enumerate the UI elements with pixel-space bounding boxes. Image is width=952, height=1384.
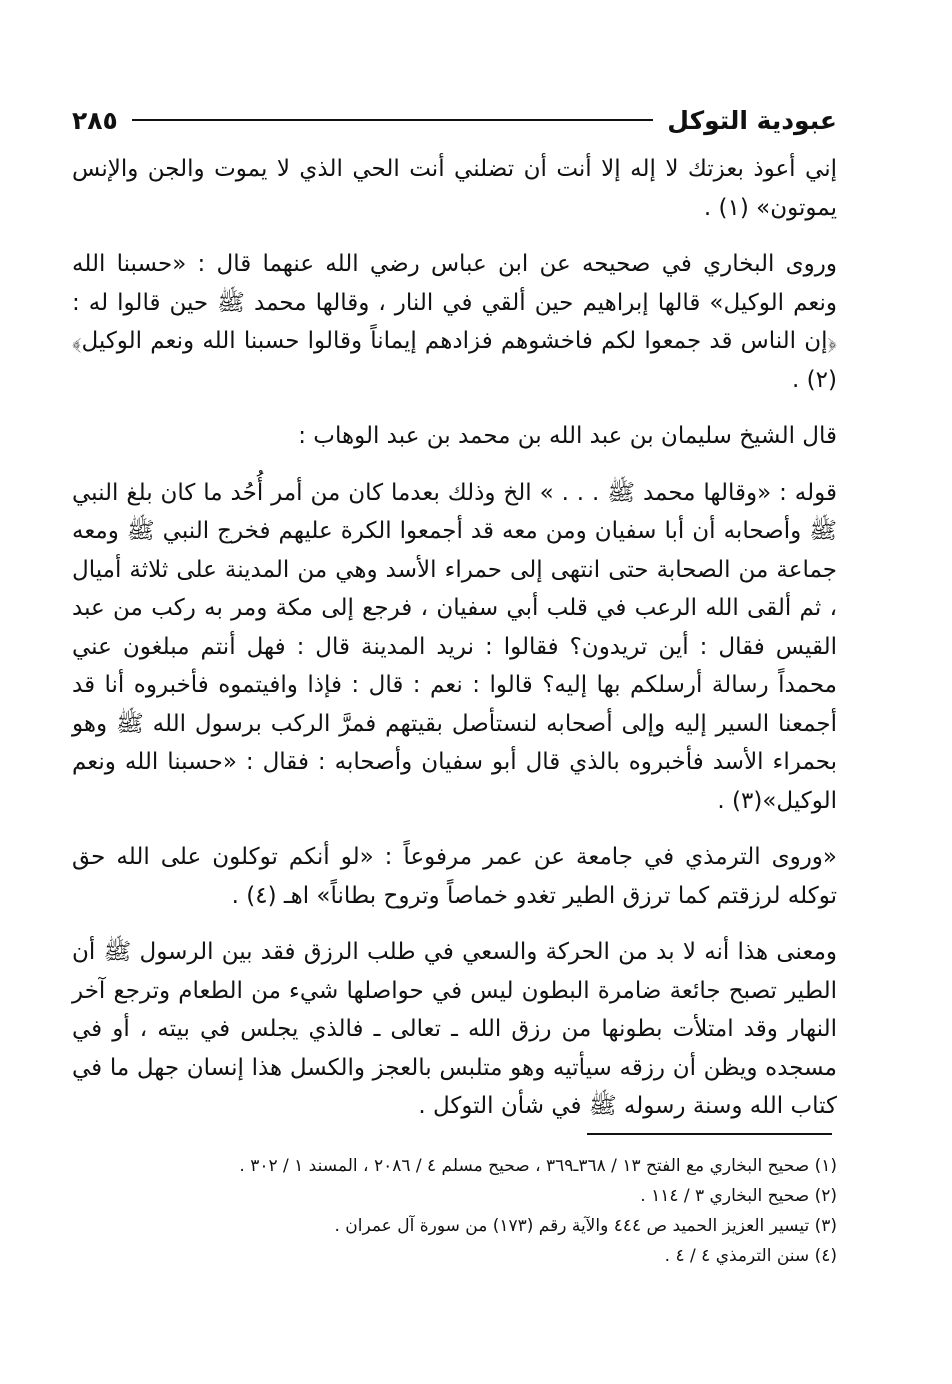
footnote-separator bbox=[587, 1133, 832, 1135]
footnote: (٢) صحيح البخاري ٣ / ١١٤ . bbox=[640, 1186, 837, 1206]
footnotes bbox=[72, 1152, 837, 1272]
footnote: (٤) سنن الترمذي ٤ / ٤ . bbox=[664, 1246, 837, 1266]
footnote: (٣) تيسير العزيز الحميد ص ٤٤٤ والآية رقم (١٧٣) من سورة آل عمران . bbox=[334, 1216, 837, 1236]
paragraph: وروى البخاري في صحيحه عن ابن عباس رضي الله عنهما قال : «حسبنا الله ونعم الوكيل» قالها إبراهيم حين ألقي في النار ، وقالها محمد ﷺ حين قالوا له : ﴿إن الناس قد جمعوا لكم فاخشوهم فزادهم إيماناً وقالوا حسبنا الله ونعم الوكيل﴾(٢) . bbox=[72, 251, 837, 393]
page-number: ٢٨٥ bbox=[72, 105, 118, 135]
running-header bbox=[72, 100, 837, 140]
footnote: (١) صحيح البخاري مع الفتح ١٣ / ٣٦٨ـ٣٦٩ ، صحيح مسلم ٤ / ٢٠٨٦ ، المسند ١ / ٣٠٢ . bbox=[239, 1156, 837, 1176]
paragraph: «وروى الترمذي في جامعة عن عمر مرفوعاً : «لو أنكم توكلون على الله حق توكله لرزقتم كما ترزق الطير تغدو خماصاً وتروح بطاناً» اهـ (٤) . bbox=[72, 844, 837, 909]
paragraph: إني أعوذ بعزتك لا إله إلا أنت أن تضلني أنت الحي الذي لا يموت والجن والإنس يموتون» (١) . bbox=[72, 156, 837, 221]
header-rule bbox=[132, 119, 653, 121]
paragraph: قوله : «وقالها محمد ﷺ . . . » الخ وذلك بعدما كان من أمر أُحُد ما كان بلغ النبي ﷺ وأصحابه أن أبا سفيان ومن معه قد أجمعوا الكرة عليهم فخرج النبي ﷺ ومعه جماعة من الصحابة حتى انتهى إلى حمراء الأسد وهي من المدينة على ثلاثة أميال ، ثم ألقى الله الرعب في قلب أبي سفيان ، فرجع إلى مكة ومر به ركب من عبد القيس فقال : أين تريدون؟ فقالوا : نريد المدينة قال : فهل أنتم مبلغون عني محمداً رسالة أرسلكم بها إليه؟ قالوا : نعم : قال : فإذا وافيتموه فأخبروه أنا قد أجمعنا السير إليه وإلى أصحابه لنستأصل بقيتهم فمرَّ الركب برسول الله ﷺ وهو بحمراء الأسد فأخبروه بالذي قال أبو سفيان وأصحابه : فقال : «حسبنا الله ونعم الوكيل»(٣) . bbox=[72, 479, 837, 814]
main-text bbox=[72, 150, 837, 1144]
paragraph: ومعنى هذا أنه لا بد من الحركة والسعي في طلب الرزق فقد بين الرسول ﷺ أن الطير تصبح جائعة ضامرة البطون ليس في حواصلها شيء من الطعام وترجع آخر النهار وقد امتلأت بطونها من رزق الله ـ تعالى ـ فالذي يجلس في بيته ، أو في مسجده ويظن أن رزقه سيأتيه وهو متلبس بالعجز والكسل هذا إنسان جهل ما في كتاب الله وسنة رسوله ﷺ في شأن التوكل . bbox=[72, 939, 837, 1119]
paragraph: قال الشيخ سليمان بن عبد الله بن محمد بن عبد الوهاب : bbox=[298, 423, 837, 449]
chapter-title: عبودية التوكل bbox=[667, 105, 837, 135]
